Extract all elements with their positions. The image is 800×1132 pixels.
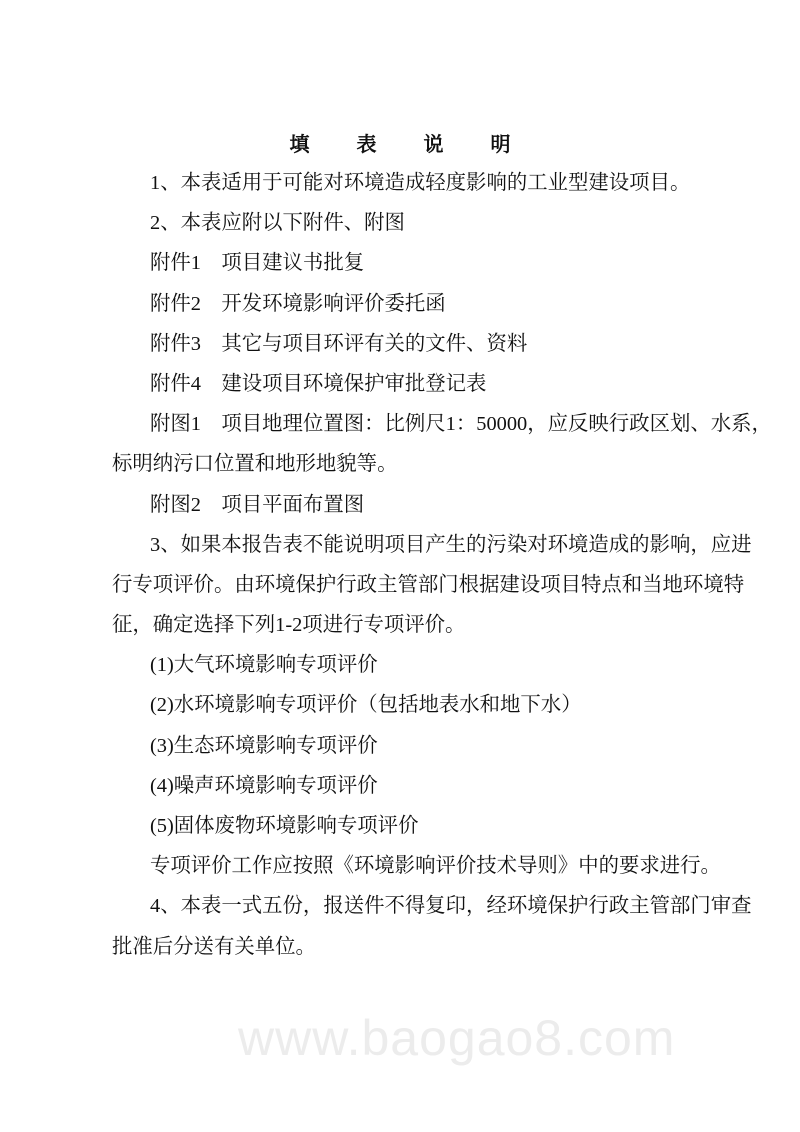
text-line: 2、本表应附以下附件、附图 — [150, 212, 405, 235]
watermark: www.baogao8.com — [238, 1010, 676, 1066]
text-line: 附图1 项目地理位置图：比例尺1：50000，应反映行政区划、水系， — [150, 413, 772, 436]
text-line: 标明纳污口位置和地形地貌等。 — [112, 453, 398, 476]
text-line: (5)固体废物环境影响专项评价 — [150, 815, 419, 837]
text-line: 附件2 开发环境影响评价委托函 — [150, 292, 446, 315]
page-title: 填 表 说 明 — [289, 134, 532, 156]
text-line: (1)大气环境影响专项评价 — [150, 654, 378, 677]
text-line: (3)生态环境影响专项评价 — [150, 734, 378, 757]
text-line: (2)水环境影响专项评价（包括地表水和地下水） — [150, 694, 582, 717]
text-line: 附图2 项目平面布置图 — [150, 493, 365, 516]
text-line: 批准后分送有关单位。 — [112, 935, 316, 958]
document-body — [112, 163, 772, 967]
text-line: 3、如果本报告表不能说明项目产生的污染对环境造成的影响，应进 — [150, 533, 752, 556]
text-line: 1、本表适用于可能对环境造成轻度影响的工业型建设项目。 — [150, 172, 691, 194]
text-line: 征，确定选择下列1-2项进行专项评价。 — [112, 614, 466, 637]
text-line: 附件4 建设项目环境保护审批登记表 — [150, 372, 487, 395]
text-line: 4、本表一式五份，报送件不得复印，经环境保护行政主管部门审查 — [150, 895, 752, 918]
text-line: 附件3 其它与项目环评有关的文件、资料 — [150, 332, 528, 355]
text-line: (4)噪声环境影响专项评价 — [150, 774, 378, 797]
text-line: 附件1 项目建议书批复 — [150, 252, 365, 275]
text-line: 行专项评价。由环境保护行政主管部门根据建设项目特点和当地环境特 — [112, 573, 745, 596]
text-line: 专项评价工作应按照《环境影响评价技术导则》中的要求进行。 — [150, 855, 721, 878]
